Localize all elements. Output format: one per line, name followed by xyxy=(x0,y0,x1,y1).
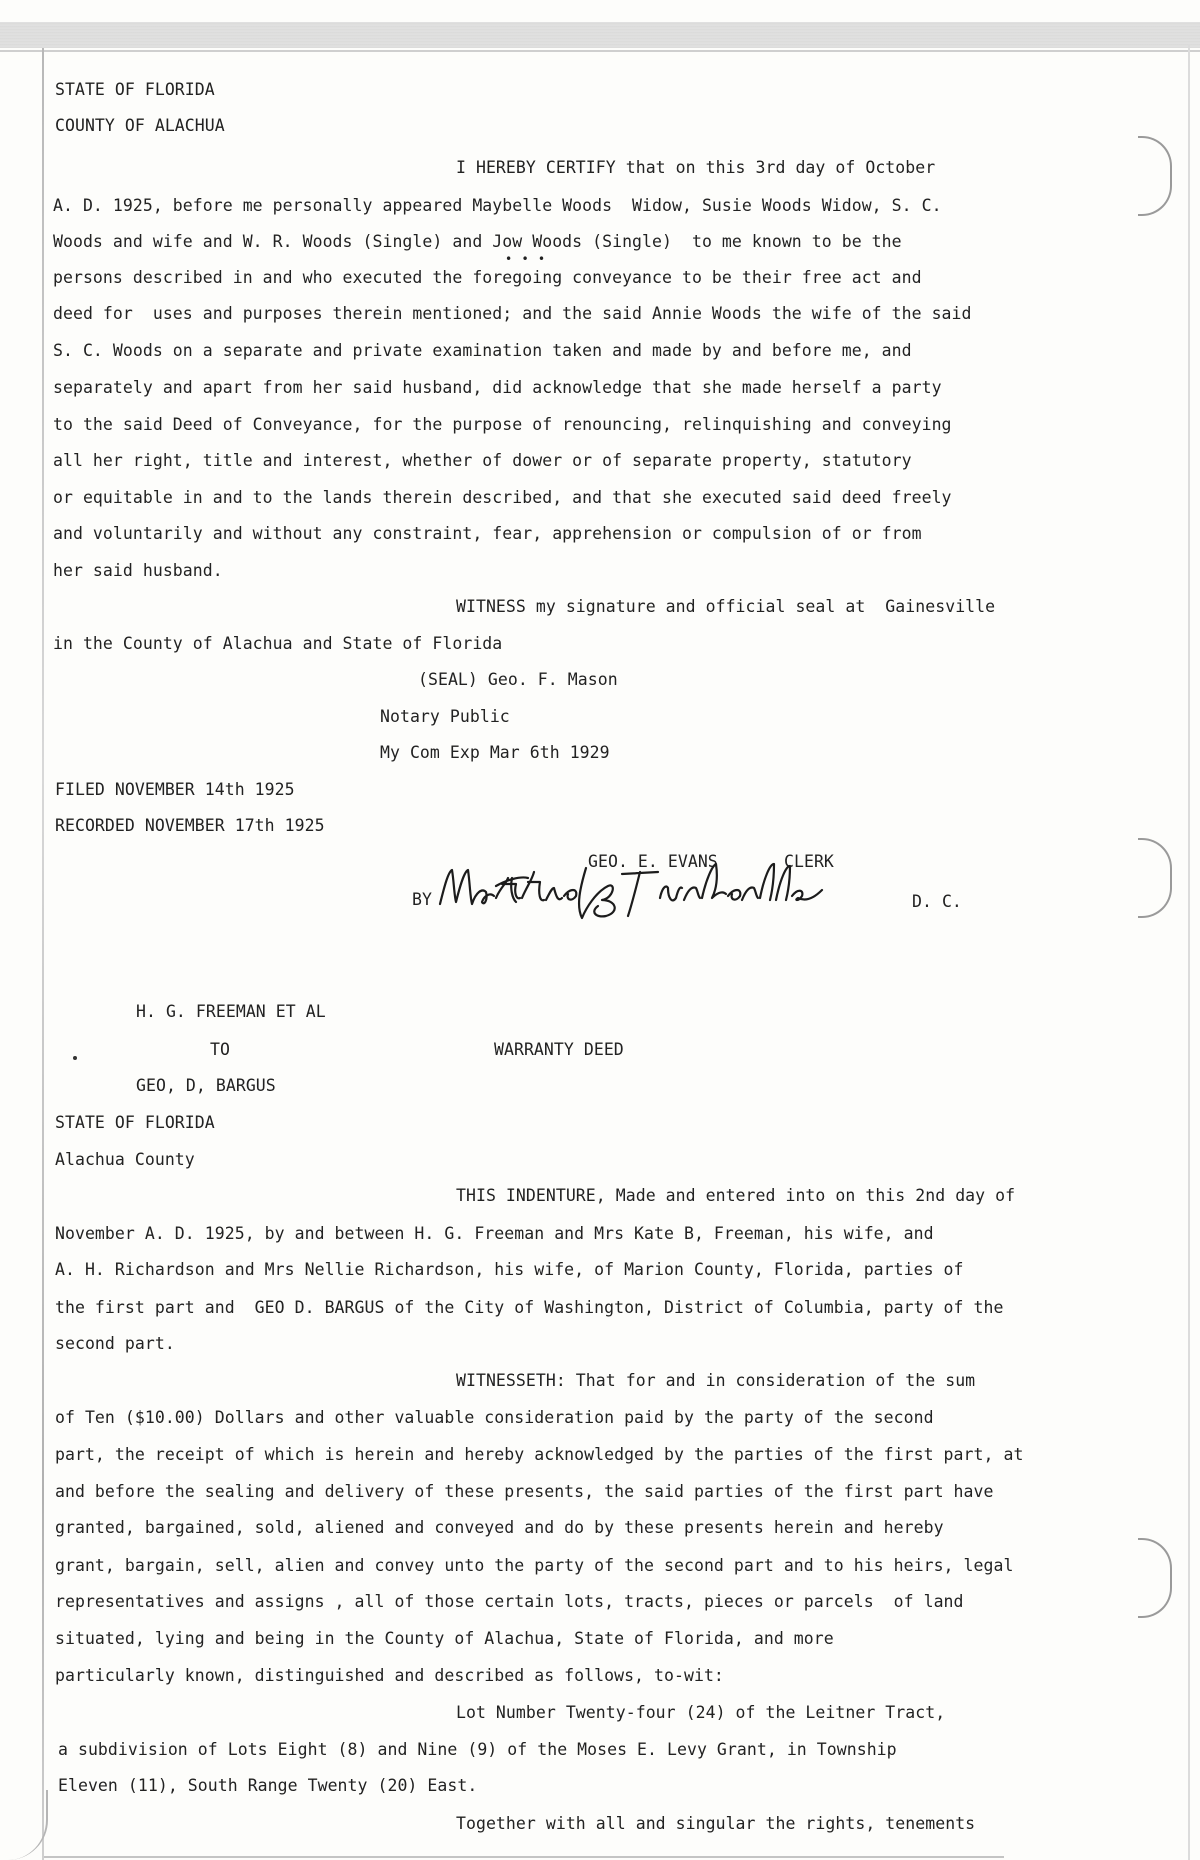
body-line: S. C. Woods on a separate and private examination taken and made by and before me, and xyxy=(53,341,912,360)
certify-line: I HEREBY CERTIFY that on this 3rd day of October xyxy=(456,158,936,177)
deed-body-line: situated, lying and being in the County of Alachua, State of Florida, and more xyxy=(55,1629,834,1648)
notary-title: Notary Public xyxy=(380,707,510,726)
deed-body-line: part, the receipt of which is herein and hereby acknowledged by the parties of the first part, at xyxy=(55,1445,1024,1464)
deed-body-line: of Ten ($10.00) Dollars and other valuable consideration paid by the party of the second xyxy=(55,1408,934,1427)
page-corner-curl xyxy=(0,1790,48,1860)
binder-hole-icon xyxy=(1138,838,1172,918)
instrument-type: WARRANTY DEED xyxy=(494,1040,624,1059)
scan-top-line xyxy=(0,50,1200,52)
body-line: and voluntarily and without any constraint, fear, apprehension or compulsion of or from xyxy=(53,524,922,543)
body-line: separately and apart from her said husband, did acknowledge that she made herself a party xyxy=(53,378,942,397)
body-line: her said husband. xyxy=(53,561,223,580)
heading-state: STATE OF FLORIDA xyxy=(55,80,215,99)
stray-mark-icon xyxy=(73,1056,77,1060)
deed-body-line: representatives and assigns , all of those certain lots, tracts, pieces or parcels of land xyxy=(55,1592,964,1611)
body-line: A. D. 1925, before me personally appeared Maybelle Woods Widow, Susie Woods Widow, S. C. xyxy=(53,196,942,215)
deed-body-line: grant, bargain, sell, alien and convey unto the party of the second part and to his heirs, legal xyxy=(55,1556,1014,1575)
deed-body-line: and before the sealing and delivery of these presents, the said parties of the first part have xyxy=(55,1482,994,1501)
body-line: all her right, title and interest, whether of dower or of separate property, statutory xyxy=(53,451,912,470)
handwritten-signature-icon xyxy=(436,858,876,928)
deed-body-line: second part. xyxy=(55,1334,175,1353)
habendum-line: Together with all and singular the rights, tenements xyxy=(456,1814,976,1833)
body-line: Woods and wife and W. R. Woods (Single) and Jow Woods (Single) to me known to be the xyxy=(53,232,902,251)
binder-hole-icon xyxy=(1138,136,1172,216)
deed-body-line: Eleven (11), South Range Twenty (20) East. xyxy=(58,1776,478,1795)
deed-state: STATE OF FLORIDA xyxy=(55,1113,215,1132)
deed-body-line: A. H. Richardson and Mrs Nellie Richardson, his wife, of Marion County, Florida, parties of xyxy=(55,1260,964,1279)
body-line: or equitable in and to the lands therein described, and that she executed said deed freely xyxy=(53,488,952,507)
witnesseth-line: WITNESSETH: That for and in consideration of the sum xyxy=(456,1371,976,1390)
deed-body-line: particularly known, distinguished and described as follows, to-wit: xyxy=(55,1666,724,1685)
filed-date: FILED NOVEMBER 14th 1925 xyxy=(55,780,295,799)
indenture-line: THIS INDENTURE, Made and entered into on this 2nd day of xyxy=(456,1186,1016,1205)
recorded-date: RECORDED NOVEMBER 17th 1925 xyxy=(55,816,325,835)
body-line: to the said Deed of Conveyance, for the purpose of renouncing, relinquishing and conveying xyxy=(53,415,952,434)
page-bottom-edge xyxy=(44,1856,1004,1858)
body-line: deed for uses and purposes therein mentioned; and the said Annie Woods the wife of the said xyxy=(53,304,972,323)
scan-top-band xyxy=(0,22,1200,48)
grantee-caption: GEO, D, BARGUS xyxy=(136,1076,276,1095)
page-left-edge xyxy=(42,48,44,1860)
signature-by-label: BY xyxy=(412,890,432,909)
notary-seal-name: (SEAL) Geo. F. Mason xyxy=(418,670,618,689)
deed-county: Alachua County xyxy=(55,1150,195,1169)
clerk-name: GEO. E. EVANS xyxy=(588,852,718,871)
deed-body-line: November A. D. 1925, by and between H. G. Freeman and Mrs Kate B, Freeman, his wife, and xyxy=(55,1224,934,1243)
grantor-caption: H. G. FREEMAN ET AL xyxy=(136,1002,326,1021)
page-right-edge xyxy=(1188,44,1190,1860)
deed-body-line: a subdivision of Lots Eight (8) and Nine (9) of the Moses E. Levy Grant, in Township xyxy=(58,1740,897,1759)
clerk-title: CLERK xyxy=(784,852,834,871)
deed-body-line: granted, bargained, sold, aliened and conveyed and do by these presents herein and hereby xyxy=(55,1518,944,1537)
witness-line: WITNESS my signature and official seal at Gainesville xyxy=(456,597,996,616)
lot-description-line: Lot Number Twenty-four (24) of the Leitner Tract, xyxy=(456,1703,946,1722)
binder-hole-icon xyxy=(1138,1538,1172,1618)
typed-dots: • • • xyxy=(505,252,547,266)
deed-body-line: the first part and GEO D. BARGUS of the City of Washington, District of Columbia, party of the xyxy=(55,1298,1004,1317)
body-line: persons described in and who executed the foregoing conveyance to be their free act and xyxy=(53,268,922,287)
caption-to: TO xyxy=(210,1040,230,1059)
commission-expiry: My Com Exp Mar 6th 1929 xyxy=(380,743,610,762)
deputy-clerk-label: D. C. xyxy=(912,892,962,911)
body-line: in the County of Alachua and State of Florida xyxy=(53,634,503,653)
heading-county: COUNTY OF ALACHUA xyxy=(55,116,225,135)
